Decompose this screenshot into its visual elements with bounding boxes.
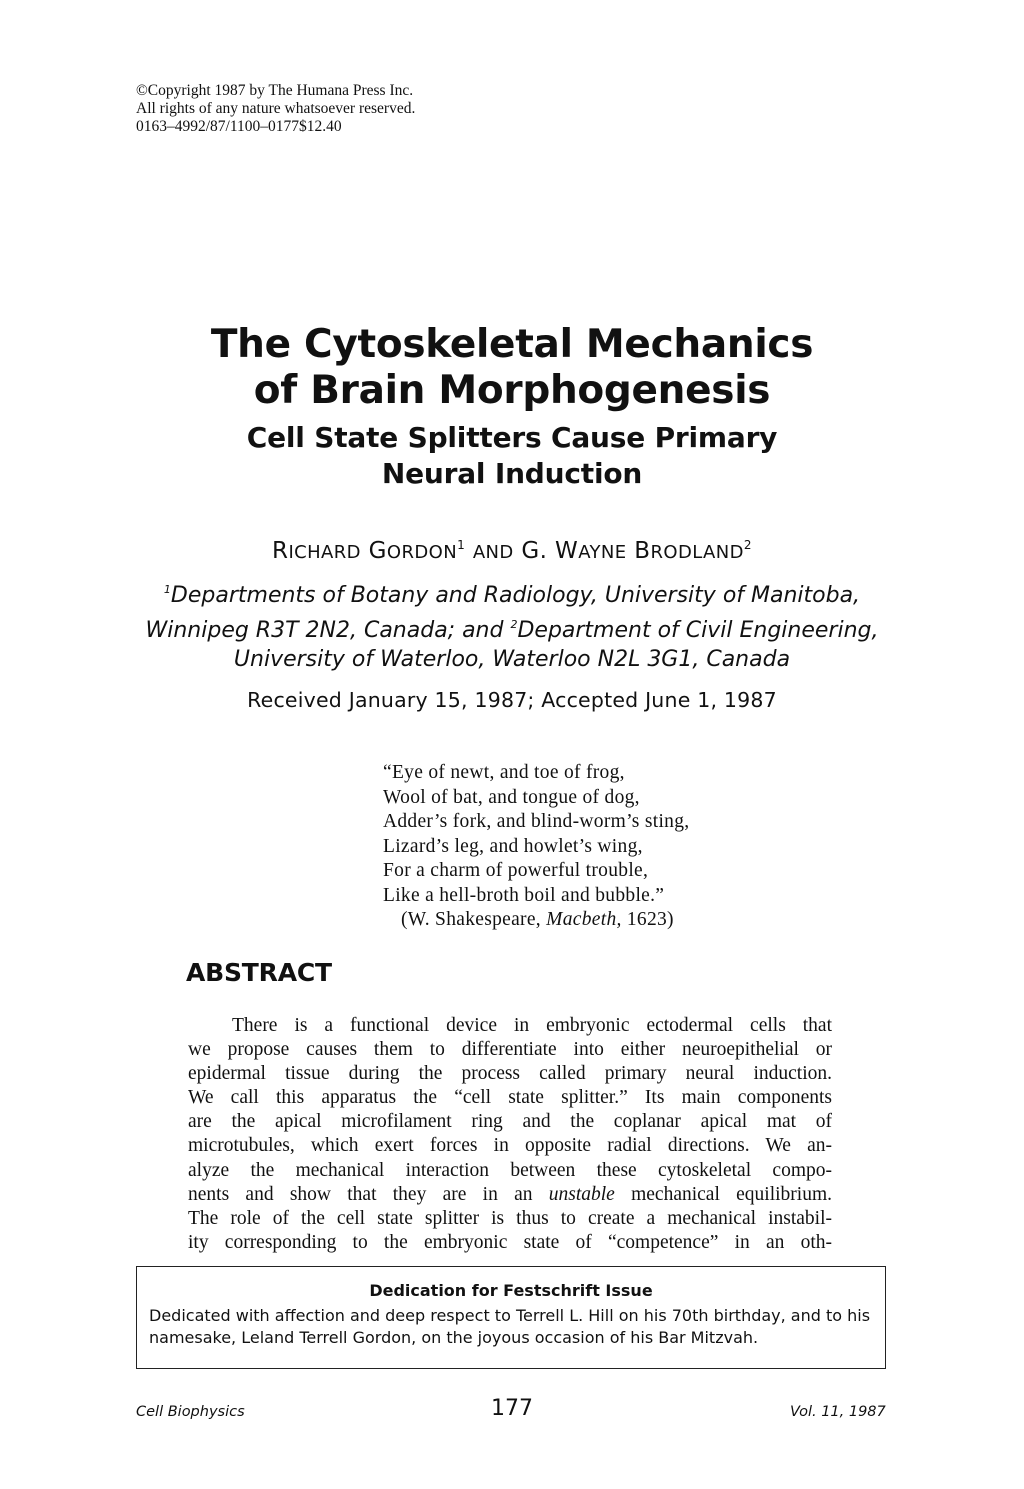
author-1-affil-mark: 1 xyxy=(457,538,466,552)
copyright-notice xyxy=(136,82,415,136)
epigraph-citation xyxy=(383,908,689,933)
author-2-last-initial: B xyxy=(634,538,651,564)
copyright-line: ©Copyright 1987 by The Humana Press Inc. xyxy=(136,82,414,99)
author-1-first-rest: ICHARD xyxy=(288,542,361,563)
abstract-line: We call this apparatus the “cell state splitter.” Its main components xyxy=(188,1087,832,1109)
abstract-line: There is a functional device in embryonic ectodermal cells that xyxy=(232,1015,832,1036)
affil-text-1: Departments of Botany and Radiology, University of Manitoba, xyxy=(170,583,861,608)
abstract-heading: ABSTRACT xyxy=(186,958,332,987)
author-1-last-rest: ORDON xyxy=(386,542,458,563)
dedication-title: Dedication for Festschrift Issue xyxy=(369,1281,653,1300)
dedication-line-2: namesake, Leland Terrell Gordon, on the joyous occasion of his Bar Mitzvah. xyxy=(149,1328,759,1347)
received-dates: Received January 15, 1987; Accepted June 1, 1987 xyxy=(247,688,777,712)
author-2-last-rest: RODLAND xyxy=(650,542,744,563)
author-list xyxy=(0,538,1024,564)
author-2-affil-mark: 2 xyxy=(743,538,752,552)
epigraph-line: Like a hell-broth boil and bubble.” xyxy=(383,884,665,906)
epigraph-line: Adder’s fork, and blind-worm’s sting, xyxy=(383,811,690,832)
dedication-box xyxy=(136,1266,886,1369)
epigraph-line: For a charm of powerful trouble, xyxy=(383,860,649,881)
citation-work: Macbeth, xyxy=(546,909,622,930)
affiliation-line-3: University of Waterloo, Waterloo N2L 3G1, Canada xyxy=(233,647,791,672)
journal-name: Cell Biophysics xyxy=(136,1404,245,1420)
abstract-line: microtubules, which exert forces in opposite radial directions. We an- xyxy=(188,1135,832,1157)
affiliation-line-2 xyxy=(0,610,1024,645)
affil-text-2b: Department of Civil Engineering, xyxy=(517,618,879,643)
dedication-text xyxy=(137,1305,885,1349)
epigraph-line: Lizard’s leg, and howlet’s wing, xyxy=(383,835,643,857)
article-code-line: 0163–4992/87/1100–0177$12.40 xyxy=(136,118,342,135)
abstract-line: The role of the cell state splitter is thus to create a mechanical instabil- xyxy=(188,1207,832,1229)
abstract-line-8-post: mechanical equilibrium. xyxy=(614,1183,832,1205)
affil-mark-1: 1 xyxy=(163,583,171,596)
abstract-line-8-pre: nents and show that they are in an xyxy=(188,1183,549,1205)
abstract-line: epidermal tissue during the process called primary neural induction. xyxy=(188,1063,832,1085)
affil-mark-2: 2 xyxy=(510,618,518,631)
subtitle-line-2: Neural Induction xyxy=(381,457,643,490)
title-line-1: The Cytoskeletal Mechanics xyxy=(210,322,814,367)
abstract-body xyxy=(188,1014,832,1255)
epigraph-line: Wool of bat, and tongue of dog, xyxy=(383,786,640,808)
rights-line: All rights of any nature whatsoever reserved. xyxy=(136,100,416,117)
abstract-line: ity corresponding to the embryonic state of “competence” in an oth- xyxy=(188,1231,832,1253)
affiliation-line-1 xyxy=(0,575,1024,610)
article-title xyxy=(0,322,1024,414)
page-number: 177 xyxy=(491,1396,533,1421)
author-1-first-initial: R xyxy=(272,538,289,564)
emphasis-unstable: unstable xyxy=(548,1183,615,1205)
title-block xyxy=(0,322,1024,492)
citation-year: 1623) xyxy=(621,909,674,930)
abstract-line-with-emphasis xyxy=(188,1183,832,1207)
title-line-2: of Brain Morphogenesis xyxy=(253,368,771,413)
author-1-last-initial: G xyxy=(368,538,387,564)
affil-text-2a: Winnipeg R3T 2N2, Canada; and xyxy=(145,618,511,643)
volume-info: Vol. 11, 1987 xyxy=(790,1404,886,1420)
abstract-line: we propose causes them to differentiate into either neuroepithelial or xyxy=(188,1039,832,1061)
citation-author: (W. Shakespeare, xyxy=(401,909,547,930)
author-2-mid-rest: AYNE xyxy=(578,542,627,563)
affiliations xyxy=(0,575,1024,674)
epigraph xyxy=(383,761,689,933)
article-subtitle xyxy=(0,420,1024,492)
author-2-initial: G. xyxy=(521,538,548,564)
author-conjunction: AND xyxy=(472,542,514,563)
epigraph-line: “Eye of newt, and toe of frog, xyxy=(383,762,625,783)
abstract-line: alyze the mechanical interaction between these cytoskeletal compo- xyxy=(188,1159,832,1181)
subtitle-line-1: Cell State Splitters Cause Primary xyxy=(246,421,778,454)
author-2-mid-initial: W xyxy=(555,538,579,564)
dedication-line-1: Dedicated with affection and deep respect to Terrell L. Hill on his 70th birthday, and to his xyxy=(149,1306,871,1325)
abstract-line: are the apical microfilament ring and the coplanar apical mat of xyxy=(188,1111,832,1133)
